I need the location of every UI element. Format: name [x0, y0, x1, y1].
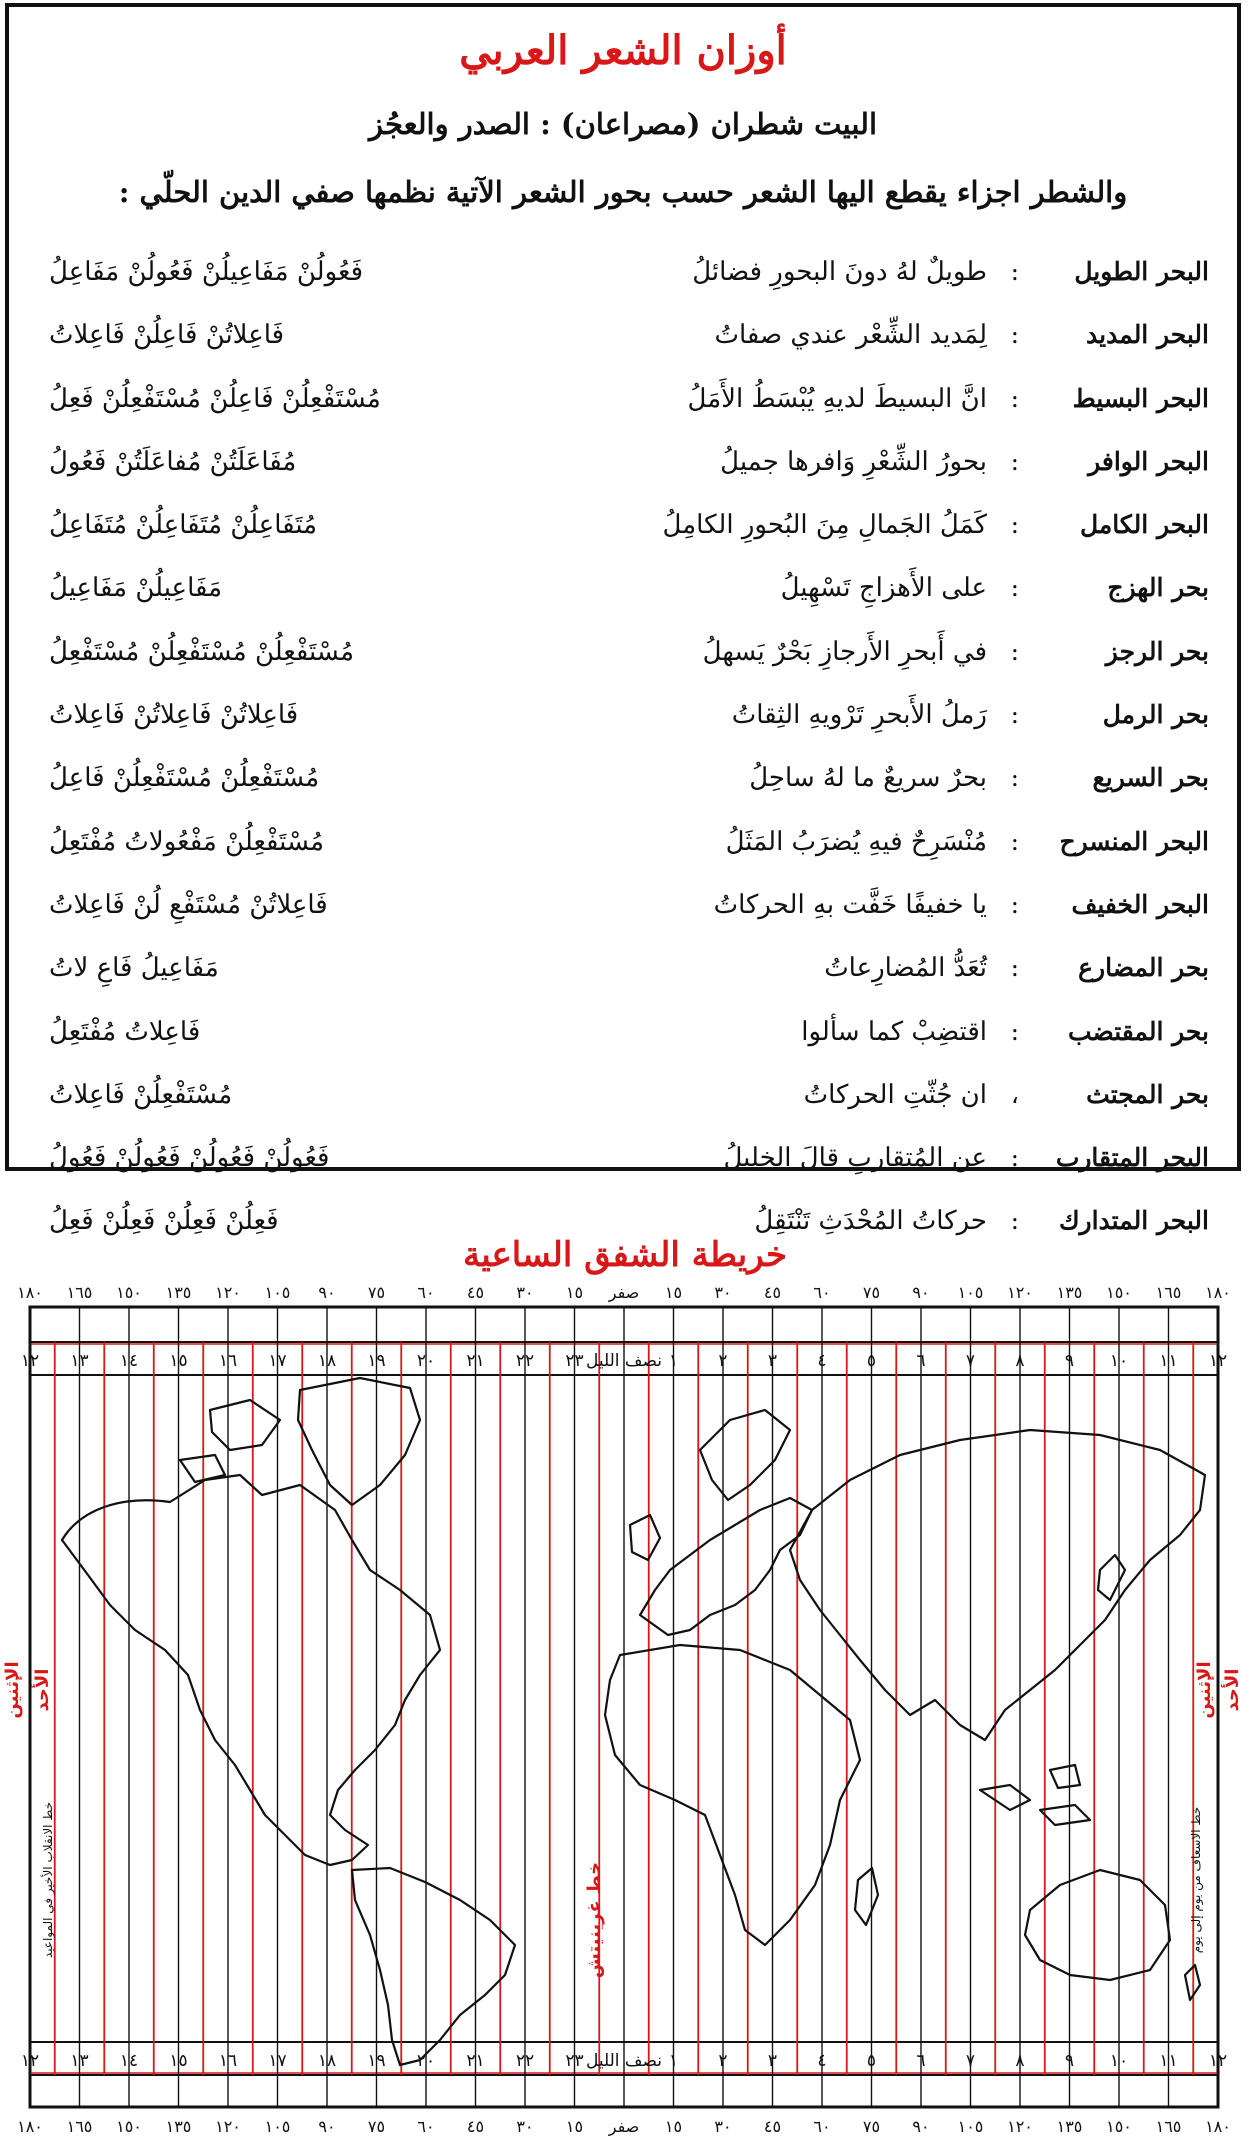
right-day-label-1: الإثنين: [1194, 1661, 1215, 1719]
meter-name: البحر المتقارب: [1055, 1143, 1209, 1173]
degree-label: ٩٠: [318, 1283, 336, 1302]
degree-label: ١٥٠: [1106, 2117, 1132, 2136]
zone-hour-label: ١٩: [367, 1351, 386, 1371]
zone-hour-label: ٢: [718, 1351, 728, 1371]
zone-hour-label: ١٤: [119, 2051, 139, 2071]
zone-hour-label: ٩: [1064, 1351, 1075, 1371]
degree-label: ٤٥: [466, 1283, 485, 1302]
degree-label: ١٥: [565, 2117, 584, 2136]
meter-separator: :: [1010, 510, 1019, 540]
zone-hour-label: نصف الليل: [585, 1351, 663, 1371]
zone-hour-label: ٢١: [466, 1351, 485, 1371]
meter-row: [9, 880, 1237, 943]
greenwich-line-label: خط غرينيتش: [584, 1861, 605, 1979]
zone-hour-label: ١٤: [119, 1351, 139, 1371]
meter-separator: :: [1010, 953, 1019, 983]
zone-hour-label: ٢٣: [565, 2051, 584, 2071]
degree-label: ٧٥: [862, 2117, 881, 2136]
meter-row: [9, 1007, 1237, 1070]
degree-label: ٦٠: [813, 2117, 831, 2136]
left-day-label-2: الأحد: [32, 1668, 53, 1712]
meter-row: [9, 943, 1237, 1006]
bottom-degree-labels: [17, 2117, 1231, 2137]
zone-hour-label: ٩: [1064, 2051, 1075, 2071]
degree-label: ١٢٠: [1007, 1283, 1033, 1302]
zone-hour-label: ١١: [1159, 2051, 1178, 2071]
zone-hour-label: ١٠: [1109, 1351, 1129, 1371]
zone-hour-label: ٣: [767, 1351, 778, 1371]
meter-name: بحر الرجز: [1105, 636, 1209, 666]
degree-label: ١٠٥: [957, 2117, 984, 2136]
meter-feet: فَاعِلاتُنْ مُسْتَفْعِ لُنْ فَاعِلاتُ: [49, 889, 328, 920]
meter-feet: فَاعِلاتُنْ فَاعِلُنْ فَاعِلاتُ: [49, 320, 285, 351]
meter-feet: مَفَاعِيلُ فَاعِ لاتُ: [49, 953, 219, 984]
zone-hour-label: ١٢: [1208, 1351, 1228, 1371]
degree-label: ١٦٥: [1155, 1283, 1182, 1302]
meter-name: بحر المضارع: [1078, 953, 1209, 983]
right-day-label-2: الأحد: [1222, 1668, 1243, 1712]
degree-label: ١٥٠: [1106, 1283, 1132, 1302]
meter-separator: :: [1010, 257, 1019, 286]
meter-verse: انَّ البسيطَ لديهِ يُبْسَطُ الأَمَلُ: [687, 383, 987, 414]
degree-label: ٧٥: [367, 1283, 386, 1302]
meter-separator: :: [1010, 763, 1019, 793]
poem-intro: والشطر اجزاء يقطع اليها الشعر حسب بحور الشعر الآتية نظمها صفي الدين الحلّي :: [118, 175, 1128, 209]
meter-verse: عن المُتقاربِ قالَ الخليلُ: [723, 1143, 987, 1174]
meter-verse: مُنْسَرِحٌ فيهِ يُضرَبُ المَثَلُ: [725, 826, 987, 857]
zone-hour-label: ٢٠: [416, 1351, 436, 1371]
zone-hour-label: ٦: [916, 1351, 926, 1371]
meter-row: [9, 1133, 1237, 1196]
poem-title: أوزان الشعر العربي: [459, 27, 787, 74]
meter-verse: رَملُ الأَبحرِ تَرْويهِ الثِقاتُ: [731, 700, 987, 731]
degree-label: ٩٠: [912, 2117, 930, 2136]
meter-verse: في أَبحرِ الأَرجازِ بَحْرٌ يَسهلُ: [702, 636, 987, 667]
degree-label: ٧٥: [367, 2117, 386, 2136]
zone-hour-label: ١١: [1159, 1351, 1178, 1371]
zone-hour-label: ١٢: [20, 2051, 40, 2071]
meter-verse: يا خفيفًا خَفَّت بهِ الحركاتُ: [713, 889, 987, 920]
meter-separator: :: [1010, 826, 1019, 856]
meter-verse: تُعَدُّ المُضارِعاتُ: [824, 953, 987, 984]
degree-label: ٣٠: [516, 2117, 534, 2136]
meter-name: البحر المتدارك: [1058, 1206, 1209, 1236]
top-zone-labels: [21, 1351, 1227, 1371]
degree-label: ١٥: [565, 1283, 584, 1302]
time-zone-map: [0, 1270, 1250, 2144]
degree-label: ١٦٥: [66, 2117, 93, 2136]
zone-hour-label: ٨: [1015, 2051, 1025, 2071]
degree-label: ١٠٥: [957, 1283, 984, 1302]
zone-hour-label: نصف الليل: [585, 2051, 663, 2071]
meridian-grid: [30, 1307, 1218, 2107]
zone-hour-label: ٨: [1015, 1351, 1025, 1371]
zone-hour-label: ١٣: [70, 1351, 89, 1371]
meter-feet: مُتَفَاعِلُنْ مُتَفَاعِلُنْ مُتَفَاعِلُ: [49, 510, 318, 541]
meter-name: البحر المديد: [1086, 320, 1209, 350]
zone-hour-label: ٦: [916, 2051, 926, 2071]
degree-label: ١٨٠: [1205, 1283, 1231, 1302]
bottom-zone-labels: [21, 2051, 1227, 2071]
zone-hour-label: ١٦: [218, 2051, 238, 2071]
zone-hour-label: ١٠: [1109, 2051, 1129, 2071]
zone-hour-label: ٢٠: [416, 2051, 436, 2071]
degree-label: ٧٥: [862, 1283, 881, 1302]
degree-label: ٣٠: [516, 1283, 534, 1302]
meter-separator: :: [1010, 700, 1019, 730]
left-day-label-1: الإثنين: [2, 1661, 23, 1719]
degree-label: ١٨٠: [17, 2117, 43, 2136]
degree-label: ٦٠: [417, 2117, 435, 2136]
degree-label: ٦٠: [813, 1283, 831, 1302]
zone-hour-label: ٧: [965, 2051, 976, 2071]
meter-verse: ان جُثّتِ الحركاتُ: [803, 1079, 987, 1110]
meter-row: [9, 817, 1237, 880]
meter-verse: حركاتُ المُحْدَثِ تَنْتَقِلُ: [754, 1206, 987, 1237]
north-america-outline: [62, 1475, 440, 1865]
meter-row: [9, 437, 1237, 500]
meter-name: بحر السريع: [1092, 763, 1209, 793]
zone-hour-label: ٤: [817, 1351, 827, 1371]
degree-label: ٤٥: [763, 2117, 782, 2136]
meter-name: البحر الوافر: [1088, 446, 1209, 476]
degree-label: ١٥: [664, 1283, 683, 1302]
meter-separator: :: [1010, 573, 1019, 603]
degree-label: ١٥٠: [116, 1283, 142, 1302]
meter-feet: مُسْتَفْعِلُنْ مَفْعُولاتُ مُفْتَعِلُ: [49, 826, 325, 857]
meter-name: البحر الكامل: [1079, 510, 1209, 540]
british-isles-outline: [630, 1515, 660, 1560]
australia-outline: [1025, 1870, 1170, 1980]
meter-separator: :: [1010, 636, 1019, 666]
zone-hour-label: ٣: [767, 2051, 778, 2071]
degree-label: ١٥: [664, 2117, 683, 2136]
meter-separator: :: [1010, 320, 1019, 350]
left-dateline-note: خط الانقلاب الأخير في المواعيد: [41, 1801, 55, 1959]
europe-outline: [640, 1498, 812, 1635]
asia-outline: [790, 1430, 1205, 1740]
japan-outline: [1098, 1555, 1125, 1600]
meter-verse: كَمَلُ الجَمالِ مِنَ البُحورِ الكامِلُ: [662, 510, 987, 541]
degree-label: صفر: [608, 1283, 640, 1302]
degree-label: ٣٠: [714, 2117, 732, 2136]
meter-row: [9, 310, 1237, 373]
indonesia-outline: [980, 1765, 1090, 1825]
top-degree-labels: [17, 1283, 1231, 1303]
degree-label: ٣٠: [714, 1283, 732, 1302]
meter-feet: مُسْتَفْعِلُنْ فَاعِلُنْ مُسْتَفْعِلُنْ فَعِلُ: [49, 383, 381, 414]
meter-feet: فَاعِلاتُ مُفْتَعِلُ: [49, 1016, 201, 1047]
scandinavia-outline: [700, 1410, 790, 1500]
degree-label: ١٢٠: [1007, 2117, 1033, 2136]
meter-row: [9, 690, 1237, 753]
meter-separator: :: [1010, 383, 1019, 413]
zone-hour-label: ٢٣: [565, 1351, 584, 1371]
zone-hour-label: ٧: [965, 1351, 976, 1371]
meter-row: [9, 374, 1237, 437]
meter-verse: اقتضِبْ كما سألوا: [801, 1016, 987, 1047]
map-title: خريطة الشفق الساعية: [463, 1235, 787, 1275]
meter-name: بحر الهزج: [1107, 573, 1209, 603]
meter-verse: طويلٌ لهُ دونَ البحورِ فضائلُ: [692, 257, 987, 287]
zone-hour-label: ١٣: [70, 2051, 89, 2071]
degree-label: ١٣٥: [1056, 1283, 1083, 1302]
zone-hour-label: ٤: [817, 2051, 827, 2071]
degree-label: ١٨٠: [1205, 2117, 1231, 2136]
meter-feet: مُسْتَفْعِلُنْ مُسْتَفْعِلُنْ فَاعِلُ: [49, 763, 320, 794]
degree-label: ١٣٥: [165, 2117, 192, 2136]
meter-verse: لِمَديد الشِّعْر عندي صفاتُ: [714, 320, 987, 351]
meter-row: [9, 627, 1237, 690]
degree-label: ١٨٠: [17, 1283, 43, 1302]
zone-hour-label: ١٧: [268, 2051, 287, 2071]
degree-label: ٩٠: [318, 2117, 336, 2136]
zone-hour-label: ١٢: [1208, 2051, 1228, 2071]
meter-feet: مُسْتَفْعِلُنْ فَاعِلاتُ: [49, 1079, 233, 1110]
meter-name: البحر المنسرح: [1059, 826, 1209, 856]
zone-hour-label: ١٥: [169, 1351, 188, 1371]
zone-hour-label: ١٥: [169, 2051, 188, 2071]
meter-feet: فَعِلُنْ فَعِلُنْ فَعِلُنْ فَعِلُ: [49, 1206, 279, 1237]
meter-row: [9, 753, 1237, 816]
zone-hour-label: ٢٢: [515, 1351, 535, 1371]
meter-name: البحر الخفيف: [1071, 889, 1209, 919]
meter-separator: :: [1010, 1016, 1019, 1046]
degree-label: ٦٠: [417, 1283, 435, 1302]
meter-feet: فَعُولُنْ فَعُولُنْ فَعُولُنْ فَعُولُ: [49, 1143, 330, 1174]
degree-label: ٤٥: [466, 2117, 485, 2136]
meter-name: بحر المقتضب: [1067, 1016, 1209, 1046]
arctic-islands-outline: [180, 1400, 280, 1482]
meter-name: بحر المجتث: [1086, 1079, 1209, 1109]
zone-hour-label: ١: [668, 2051, 679, 2071]
poetry-meters-box: [5, 3, 1241, 1237]
degree-label: ١٦٥: [1155, 2117, 1182, 2136]
degree-label: ١٠٥: [264, 2117, 291, 2136]
meter-separator: :: [1010, 1143, 1019, 1173]
meter-separator: ،: [1010, 1079, 1019, 1109]
zone-hour-label: ١: [668, 1351, 679, 1371]
degree-label: ١٣٥: [165, 1283, 192, 1302]
meter-verse: بحورُ الشِّعْرِ وَافرها جميلُ: [720, 446, 987, 477]
zone-hour-label: ١٩: [367, 2051, 386, 2071]
degree-label: ١٦٥: [66, 1283, 93, 1302]
meter-name: البحر البسيط: [1072, 383, 1209, 413]
zone-hour-label: ١٧: [268, 1351, 287, 1371]
degree-label: ١٠٥: [264, 1283, 291, 1302]
zone-hour-label: ١٨: [317, 1351, 337, 1371]
meter-separator: :: [1010, 446, 1019, 476]
meter-name: البحر الطويل: [1074, 257, 1209, 286]
meter-separator: :: [1010, 889, 1019, 919]
meter-feet: مُسْتَفْعِلُنْ مُسْتَفْعِلُنْ مُسْتَفْعِلُ: [49, 636, 355, 667]
meter-row: [9, 1070, 1237, 1133]
degree-label: صفر: [608, 2117, 640, 2136]
meter-verse: على الأَهزاجِ تَسْهِيلُ: [780, 573, 987, 604]
meter-feet: فَعُولُنْ مَفَاعِيلُنْ فَعُولُنْ مَفَاعِلُ: [49, 257, 363, 287]
madagascar-outline: [855, 1868, 878, 1925]
meter-verse: بحرٌ سريعٌ ما لهُ ساحِلُ: [749, 763, 987, 794]
degree-label: ١٥٠: [116, 2117, 142, 2136]
zone-hour-label: ٢١: [466, 2051, 485, 2071]
meter-feet: مُفَاعَلَتُنْ مُفاعَلَتُنْ فَعُولُ: [49, 446, 297, 477]
degree-label: ٩٠: [912, 1283, 930, 1302]
poem-subtitle: البيت شطران (مصراعان) : الصدر والعجُز: [369, 107, 877, 141]
meter-list: [9, 247, 1237, 1260]
zone-hour-label: ٥: [866, 2051, 877, 2071]
world-landmasses: [62, 1378, 1205, 2065]
meter-row: [9, 500, 1237, 563]
zone-hour-label: ١٨: [317, 2051, 337, 2071]
degree-label: ٤٥: [763, 1283, 782, 1302]
degree-label: ١٣٥: [1056, 2117, 1083, 2136]
zone-hour-label: ١٦: [218, 1351, 238, 1371]
zone-hour-label: ٢٢: [515, 2051, 535, 2071]
degree-label: ١٢٠: [215, 1283, 241, 1302]
zone-hour-label: ٢: [718, 2051, 728, 2071]
meter-separator: :: [1010, 1206, 1019, 1236]
right-dateline-note: خط الاسعاف من يوم إلى يوم: [1189, 1806, 1203, 1954]
meter-row: [9, 247, 1237, 310]
zone-hour-label: ٥: [866, 1351, 877, 1371]
meter-feet: مَفَاعِيلُنْ مَفَاعِيلُ: [49, 573, 223, 604]
meter-row: [9, 563, 1237, 626]
meter-feet: فَاعِلاتُنْ فَاعِلاتُنْ فَاعِلاتُ: [49, 700, 299, 731]
degree-label: ١٢٠: [215, 2117, 241, 2136]
meter-name: بحر الرمل: [1102, 700, 1209, 730]
zone-hour-label: ١٢: [20, 1351, 40, 1371]
